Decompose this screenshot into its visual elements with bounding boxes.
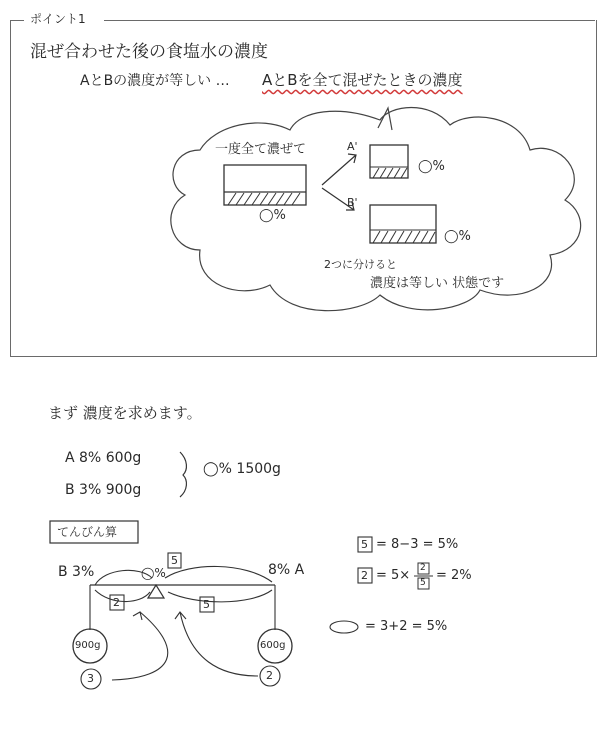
balance-fulcrum <box>148 585 164 598</box>
calc-line1: = 8−3 = 5% <box>376 537 459 552</box>
pct-a: ◯% <box>418 159 445 174</box>
b-side-label: B 3% <box>58 564 95 580</box>
weight-b-label: 900g <box>75 640 101 651</box>
box2-label: 2 <box>113 596 120 609</box>
calc-box-2-label: 2 <box>361 569 368 582</box>
calc-line3: = 3+2 = 5% <box>365 619 448 634</box>
point-label: ポイント1 <box>30 12 86 26</box>
calc-box-5-label: 5 <box>361 538 368 551</box>
pivot-pct: ◯% <box>141 566 166 580</box>
intro-text: まず 濃度を求めます。 <box>48 404 202 422</box>
note-line1: 2つに分けると <box>324 258 397 271</box>
statement-left: AとBの濃度が等しい … <box>80 73 230 89</box>
cross-arrow-2 <box>175 612 258 676</box>
total-text: ◯% 1500g <box>203 461 281 477</box>
circle-2-label: 2 <box>266 669 273 682</box>
pct-main: ◯% <box>259 208 286 223</box>
calc-line2-b: = 2% <box>436 568 472 583</box>
pct-b: ◯% <box>444 229 471 244</box>
a-side-label: 8% A <box>268 562 305 578</box>
calc-line2-a: = 5× <box>376 568 411 583</box>
frac-den: 5 <box>420 578 426 588</box>
pivot-box-label: 5 <box>171 554 178 567</box>
arrow-to-a <box>322 154 356 185</box>
label-b-prime: B' <box>347 196 358 209</box>
mixed-container <box>224 165 306 205</box>
brace <box>180 452 186 497</box>
statement-right: AとBを全て混ぜたときの濃度 <box>262 71 463 89</box>
weight-a-label: 600g <box>260 640 286 651</box>
arc-right <box>165 566 272 582</box>
row-b: B 3% 900g <box>65 482 142 498</box>
box5-label: 5 <box>203 598 210 611</box>
tenbin-label: てんびん算 <box>57 525 118 539</box>
mix-label: 一度全て濃ぜて <box>215 142 307 157</box>
row-a: A 8% 600g <box>65 450 142 466</box>
calc-oval <box>330 621 358 633</box>
label-a-prime: A' <box>347 140 358 153</box>
note-line2: 濃度は等しい 状態です <box>370 276 505 291</box>
container-b <box>370 205 436 243</box>
frac-num: 2 <box>420 563 426 573</box>
cross-arrow-3 <box>112 612 168 680</box>
circle-3-label: 3 <box>87 672 94 685</box>
point-title: 混ぜ合わせた後の食塩水の濃度 <box>30 42 268 62</box>
